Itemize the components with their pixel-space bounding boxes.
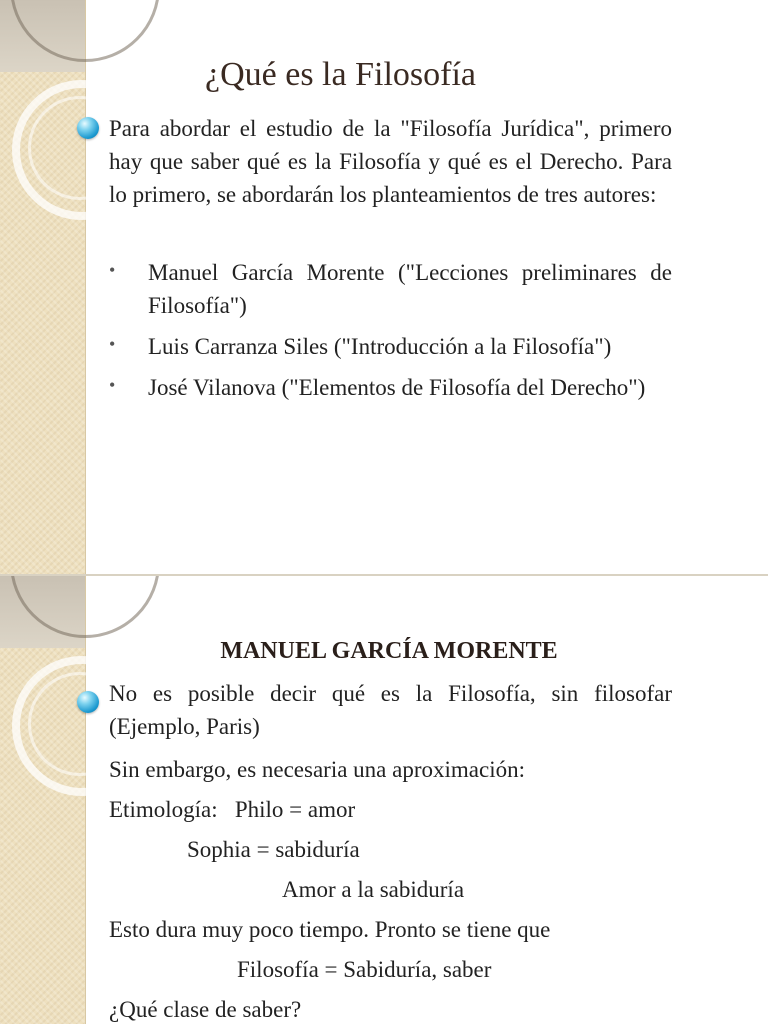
slide-title: ¿Qué es la Filosofía [205, 56, 476, 93]
author-text: José Vilanova ("Elementos de Filosofía del Derecho") [148, 375, 646, 400]
list-item [109, 256, 672, 322]
definition-line: Filosofía = Sabiduría, saber [237, 957, 492, 982]
text-line: No es posible decir qué es la Filosofía, sin filosofar (Ejemplo, Paris) [109, 681, 672, 739]
slide-2 [0, 576, 768, 1024]
decorative-side-band [0, 0, 86, 574]
slide-1-content [109, 112, 672, 412]
bullet-dot-icon: • [109, 334, 116, 354]
question-line: ¿Qué clase de saber? [109, 997, 302, 1022]
list-item [109, 330, 672, 363]
author-list [109, 256, 672, 404]
text-line: Sin embargo, es necesaria una aproximación: [109, 757, 525, 782]
text-line: Esto dura muy poco tiempo. Pronto se tiene que [109, 917, 551, 942]
slide-2-content [109, 677, 672, 1024]
author-text: Manuel García Morente ("Lecciones preliminares de Filosofía") [148, 260, 672, 318]
etymology-sophia: Sophia = sabiduría [187, 837, 360, 862]
etymology-meaning: Amor a la sabiduría [282, 877, 465, 902]
blue-orb-bullet-icon [77, 117, 99, 139]
list-item [109, 371, 672, 404]
intro-paragraph: Para abordar el estudio de la "Filosofía Jurídica", primero hay que saber qué es la Filosofía y qué es el Derecho. Para lo primero, se abordarán los planteamientos de tres autores: [109, 116, 672, 207]
author-text: Luis Carranza Siles ("Introducción a la Filosofía") [148, 334, 612, 359]
etymology-line: Etimología: Philo = amor [109, 797, 356, 822]
section-heading: MANUEL GARCÍA MORENTE [220, 638, 558, 664]
blue-orb-bullet-icon [77, 691, 99, 713]
bullet-dot-icon: • [109, 260, 116, 280]
bullet-dot-icon: • [109, 375, 116, 395]
